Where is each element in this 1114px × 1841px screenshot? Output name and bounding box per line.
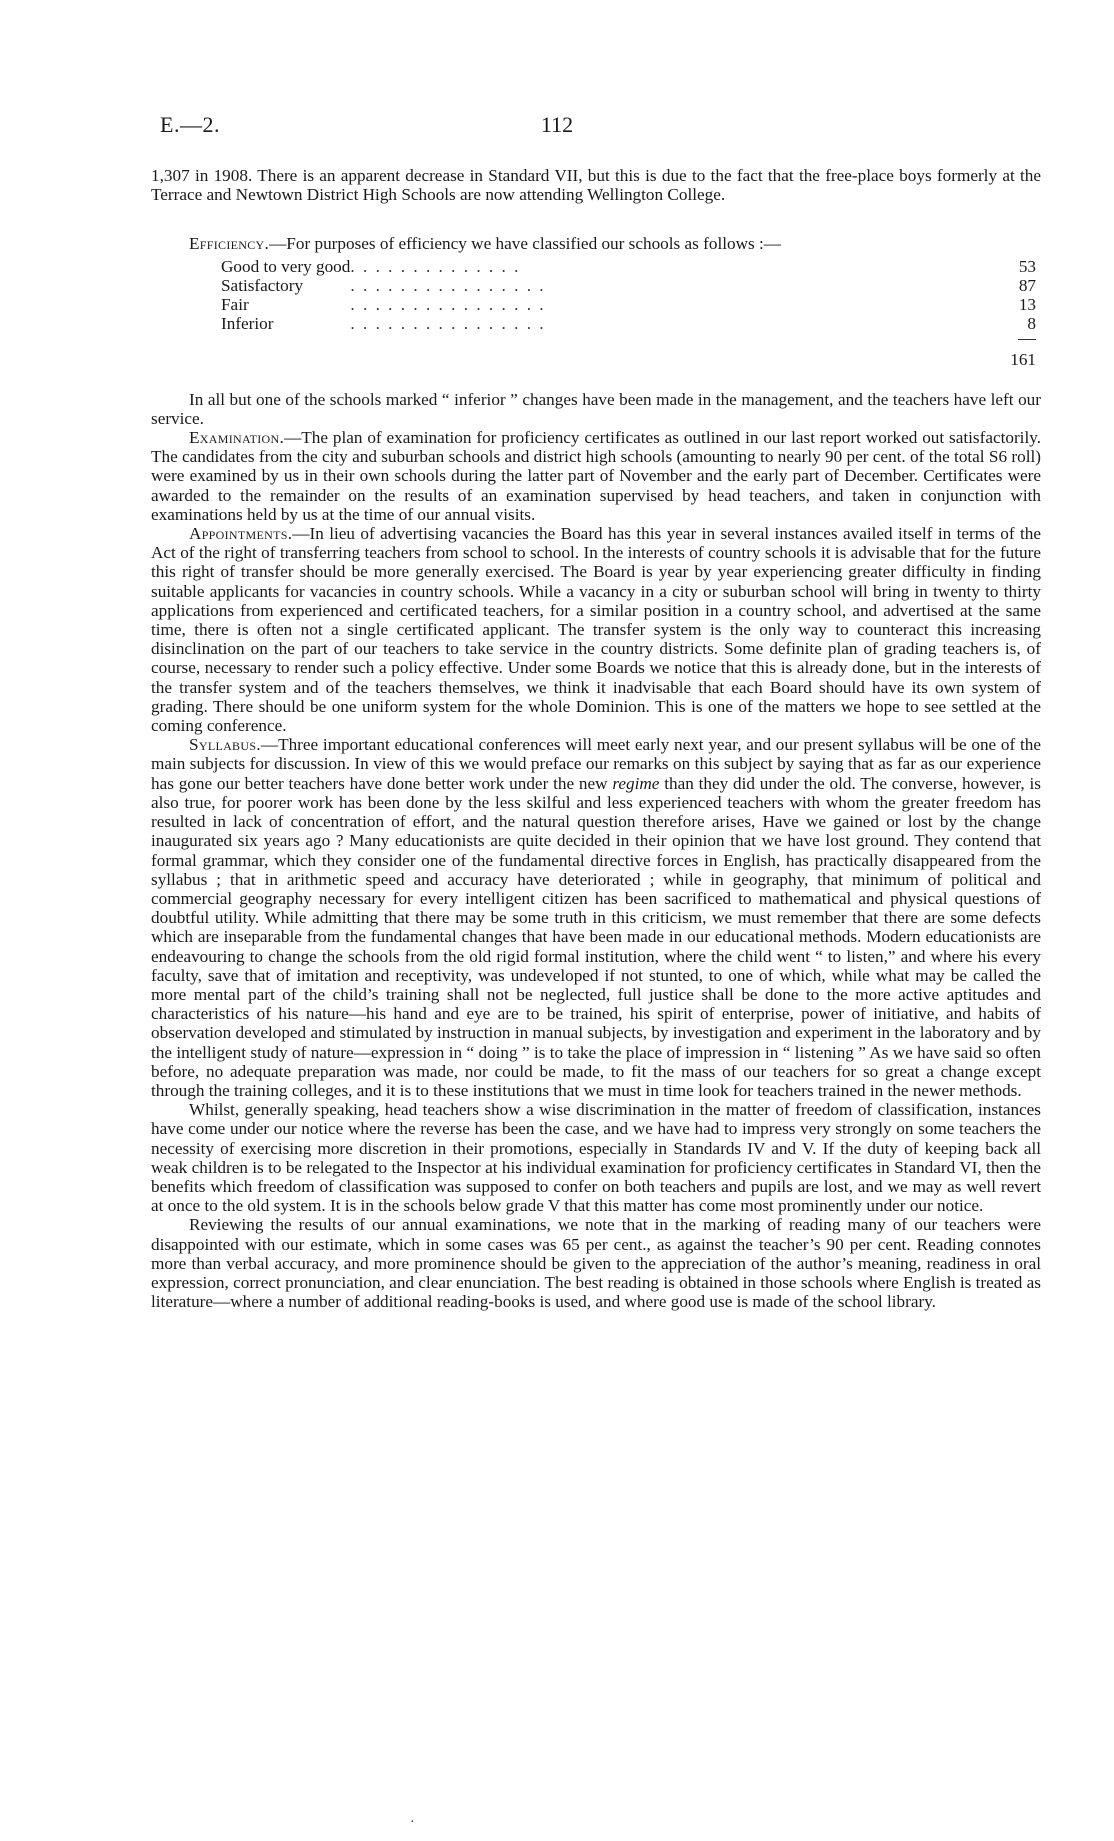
table-row [221,276,1036,295]
document-body [151,166,1041,1311]
paragraph-examination [151,428,1041,524]
row-value: 8 [1027,314,1036,334]
row-value: 87 [1018,275,1036,295]
total-rule-wrap [221,339,1036,340]
table-row [221,314,1036,333]
paragraph-appointments [151,524,1041,735]
heading-efficiency: Efficiency. [189,234,270,254]
row-label: Fair [221,295,249,315]
footer-mark: · [410,1815,415,1830]
paragraph-efficiency-intro [151,234,1041,253]
page-number: 112 [540,112,574,137]
paragraph-whilst: Whilst, generally speaking, head teachers show a wise discrimination in the matter of freedom of classification, instances have come under our notice where the reverse has been the case, and we have had to impress very strongly on some teachers the necessity of exercising more discretion in their promotions, especially in Standards IV and V. If the duty of keeping back all weak children is to be relegated to the Inspector at his individual examination for proficiency certificates in Standard VI, then the benefits which freedom of classification was supposed to confer on both teachers and pupils are lost, and we may as well revert at once to the old system. It is in the schools below grade V that this matter has come most prominently under our notice. [151,1100,1041,1216]
syllabus-regime-italic: regime [612,773,660,793]
leader-dots: . . . . . . . . . . . . . . . . [350,314,546,334]
row-label: Inferior [221,314,274,334]
paragraph-reviewing: Reviewing the results of our annual examinations, we note that in the marking of reading many of our teachers were disappointed with our estimate, which in some cases was 65 per cent., as against the teacher’s 90 per cent. Reading connotes more than verbal accuracy, and more prominence should be given to the appreciation of the author’s meaning, readiness in oral expression, correct pronunciation, and clear enunciation. The best reading is obtained in those schools where English is treated as literature—where a number of additional reading-books is used, and where good use is made of the school library. [151,1215,1041,1312]
heading-examination: Examination. [189,428,285,448]
syllabus-text-b: than they did under the old. The converse, however, is also true, for poorer work has been done by the less skilful and less experienced teachers with whom the greater freedom has resulted in lack of concentration of effort, and the natural question therefore arises, Have we gained or lost by the change inaugurated six years ago ? Many educationists are quite decided in their opinion that we have lost ground. They contend that formal grammar, which they consider one of the fundamental directive forces in English, has practically disappeared from the syllabus ; that in arithmetic speed and accuracy have deteriorated ; while in geography, that minimum of political and commercial geography necessary for every intelligent citizen has been sacrificed to mathematical and physical questions of doubtful utility. While admitting that there may be some truth in this criticism, we must remember that there are some defects which are inseparable from the fundamental changes that have been made in our educational methods. Modern educationists are endeavouring to change the schools from the old rigid formal institution, where the child went “ to listen,” and where his every faculty, save that of imitation and receptivity, was undeveloped if not stunted, to one of which, while what may be called the more mental part of the child’s training shall not be neglected, full justice shall be done to the more active aptitudes and characteristics of his nature—his hand and eye are to be trained, his spirit of enterprise, power of initiative, and habits of observation developed and stimulated by instruction in manual subjects, by investigation and experiment in the laboratory and by the intelligent study of nature—expression in “ doing ” is to take the place of impression in “ listening ” As we have said so often before, no adequate preparation was made, nor could be made, to fit the mass of our teachers for so great a change except through the training colleges, and it is to these institutions that we must in time look for teachers trained in the newer methods. [151,773,1041,1100]
document-code: E.—2. [160,112,220,137]
heading-appointments: Appointments. [189,524,293,544]
paragraph-enrolment: 1,307 in 1908. There is an apparent decrease in Standard VII, but this is due to the fact that the free-place boys formerly at the Terrace and Newtown District High Schools are now attending Wellington College. [151,166,1041,205]
row-value: 13 [1018,295,1036,315]
row-label: Satisfactory [221,275,304,295]
table-row [221,295,1036,314]
efficiency-table [221,257,1036,334]
appointments-text: —In lieu of advertising vacancies the Board has this year in several instances availed itself in terms of the Act of the right of transferring teachers from school to school. In the interests of country schools it is advisable that for the future this right of transfer should be more generally exercised. The Board is year by year experiencing greater difficulty in finding suitable applicants for vacancies in country schools. While a vacancy in a city or suburban school will bring in twenty to thirty applications from experienced and certificated teachers, for a similar position in a country school, and advertised at the same time, there is often not a single certificated applicant. The transfer system is the only way to counteract this increasing disinclination on the part of our teachers to take service in the country districts. Some definite plan of grading teachers is, of course, necessary to render such a policy effective. Under some Boards we notice that this is already done, but in the interests of the transfer system and of the teachers themselves, we think it inadvisable that each Board should have its own system of grading. There should be one uniform system for the whole Dominion. This is one of the matters we hope to see settled at the coming conference. [151,524,1041,736]
page-header [160,112,954,148]
leader-dots: . . . . . . . . . . . . . . . . [350,295,546,315]
row-label: Good to very good [221,256,351,276]
leader-dots: . . . . . . . . . . . . . . . . [350,275,546,295]
paragraph-inferior: In all but one of the schools marked “ inferior ” changes have been made in the management, and the teachers have left our service. [151,389,1041,428]
table-row [221,257,1036,276]
total-rule [1018,339,1036,340]
efficiency-intro-text: —For purposes of efficiency we have classified our schools as follows :— [269,234,781,254]
syllabus-text-a: —Three important educational conferences will meet early next year, and our present syllabus will be one of the main subjects for discussion. In view of this we would preface our remarks on this subject by saying that as far as our experience has gone our better teachers have done better work under the new [151,735,1041,793]
leader-dots: . . . . . . . . . . . . . . [350,256,521,276]
examination-text: —The plan of examination for proficiency certificates as outlined in our last report worked out satisfactorily. The candidates from the city and suburban schools and district high schools (amounting to nearly 90 per cent. of the total S6 roll) were examined by us in their own schools during the latter part of November and the early part of December. Certificates were awarded to the remainder on the results of an examination supervised by head teachers, and taken in conjunction with examinations held by us at the time of our annual visits. [151,428,1041,524]
heading-syllabus: Syllabus. [189,735,261,755]
paragraph-syllabus [151,735,1041,1100]
efficiency-total: 161 [1010,350,1036,370]
row-value: 53 [1018,256,1036,276]
